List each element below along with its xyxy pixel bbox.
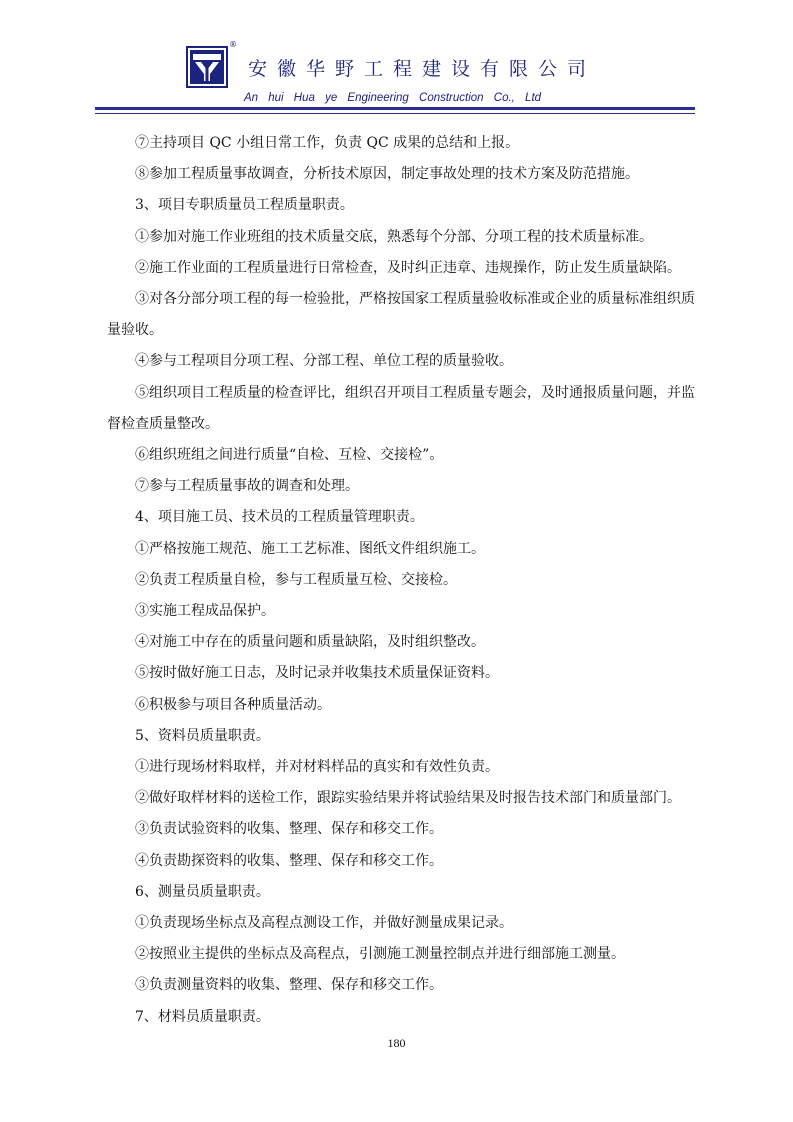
body-paragraph: ⑦主持项目 QC 小组日常工作，负责 QC 成果的总结和上报。 — [135, 135, 520, 151]
body-paragraph: ④对施工中存在的质量问题和质量缺陷，及时组织整改。 — [135, 634, 485, 651]
company-name-en: An hui Hua ye Engineering Construction Co., Ltd — [244, 92, 542, 104]
body-paragraph: ③负责测量资料的收集、整理、保存和移交工作。 — [135, 977, 443, 994]
registered-mark: ® — [229, 40, 237, 49]
body-paragraph: ②负责工程质量自检，参与工程质量互检、交接检。 — [135, 571, 457, 588]
body-paragraph: 5、资料员质量职责。 — [135, 727, 270, 744]
body-paragraph: ⑥组织班组之间进行质量“自检、互检、交接检”。 — [135, 447, 444, 464]
company-logo-icon — [186, 46, 228, 88]
body-paragraph: ⑧参加工程质量事故调查，分析技术原因，制定事故处理的技术方案及防范措施。 — [135, 166, 639, 183]
body-paragraph: ⑦参与工程质量事故的调查和处理。 — [135, 478, 359, 495]
body-paragraph: ①进行现场材料取样，并对材料样品的真实和有效性负责。 — [135, 759, 499, 776]
body-paragraph: ④负责勘探资料的收集、整理、保存和移交工作。 — [135, 852, 443, 869]
page-header — [0, 0, 793, 125]
body-paragraph: ②按照业主提供的坐标点及高程点，引测施工测量控制点并进行细部施工测量。 — [135, 946, 625, 963]
body-paragraph: ⑤按时做好施工日志，及时记录并收集技术质量保证资料。 — [135, 665, 499, 682]
body-paragraph: ②施工作业面的工程质量进行日常检查，及时纠正违章、违规操作，防止发生质量缺陷。 — [135, 259, 681, 276]
body-paragraph: ③对各分部分项工程的每一检验批，严格按国家工程质量验收标准或企业的质量标准组织质量验收。 — [107, 291, 695, 339]
company-name-cn: 安徽华野工程建设有限公司 — [248, 58, 597, 80]
header-rule-thin — [95, 113, 695, 114]
page-number: 180 — [387, 1036, 406, 1050]
body-paragraph: 7、材料员质量职责。 — [135, 1008, 270, 1025]
body-paragraph: ①参加对施工作业班组的技术质量交底，熟悉每个分部、分项工程的技术质量标准。 — [135, 228, 653, 245]
body-paragraph: ⑤组织项目工程质量的检查评比，组织召开项目工程质量专题会，及时通报质量问题，并监督检查质量整改。 — [107, 384, 695, 432]
body-paragraph: 4、项目施工员、技术员的工程质量管理职责。 — [135, 509, 424, 526]
document-body — [107, 128, 697, 1033]
body-paragraph: ①严格按施工规范、施工工艺标准、图纸文件组织施工。 — [135, 540, 485, 557]
body-paragraph: ④参与工程项目分项工程、分部工程、单位工程的质量验收。 — [135, 353, 513, 370]
body-paragraph: 3、项目专职质量员工程质量职责。 — [135, 197, 354, 214]
body-paragraph: ⑥积极参与项目各种质量活动。 — [135, 696, 331, 713]
header-rule-thick — [95, 107, 695, 110]
body-paragraph: ③负责试验资料的收集、整理、保存和移交工作。 — [135, 821, 443, 838]
body-paragraph: ②做好取样材料的送检工作，跟踪实验结果并将试验结果及时报告技术部门和质量部门。 — [135, 790, 681, 807]
body-paragraph: ③实施工程成品保护。 — [135, 603, 275, 620]
body-paragraph: 6、测量员质量职责。 — [135, 883, 270, 900]
body-paragraph: ①负责现场坐标点及高程点测设工作，并做好测量成果记录。 — [135, 915, 513, 932]
